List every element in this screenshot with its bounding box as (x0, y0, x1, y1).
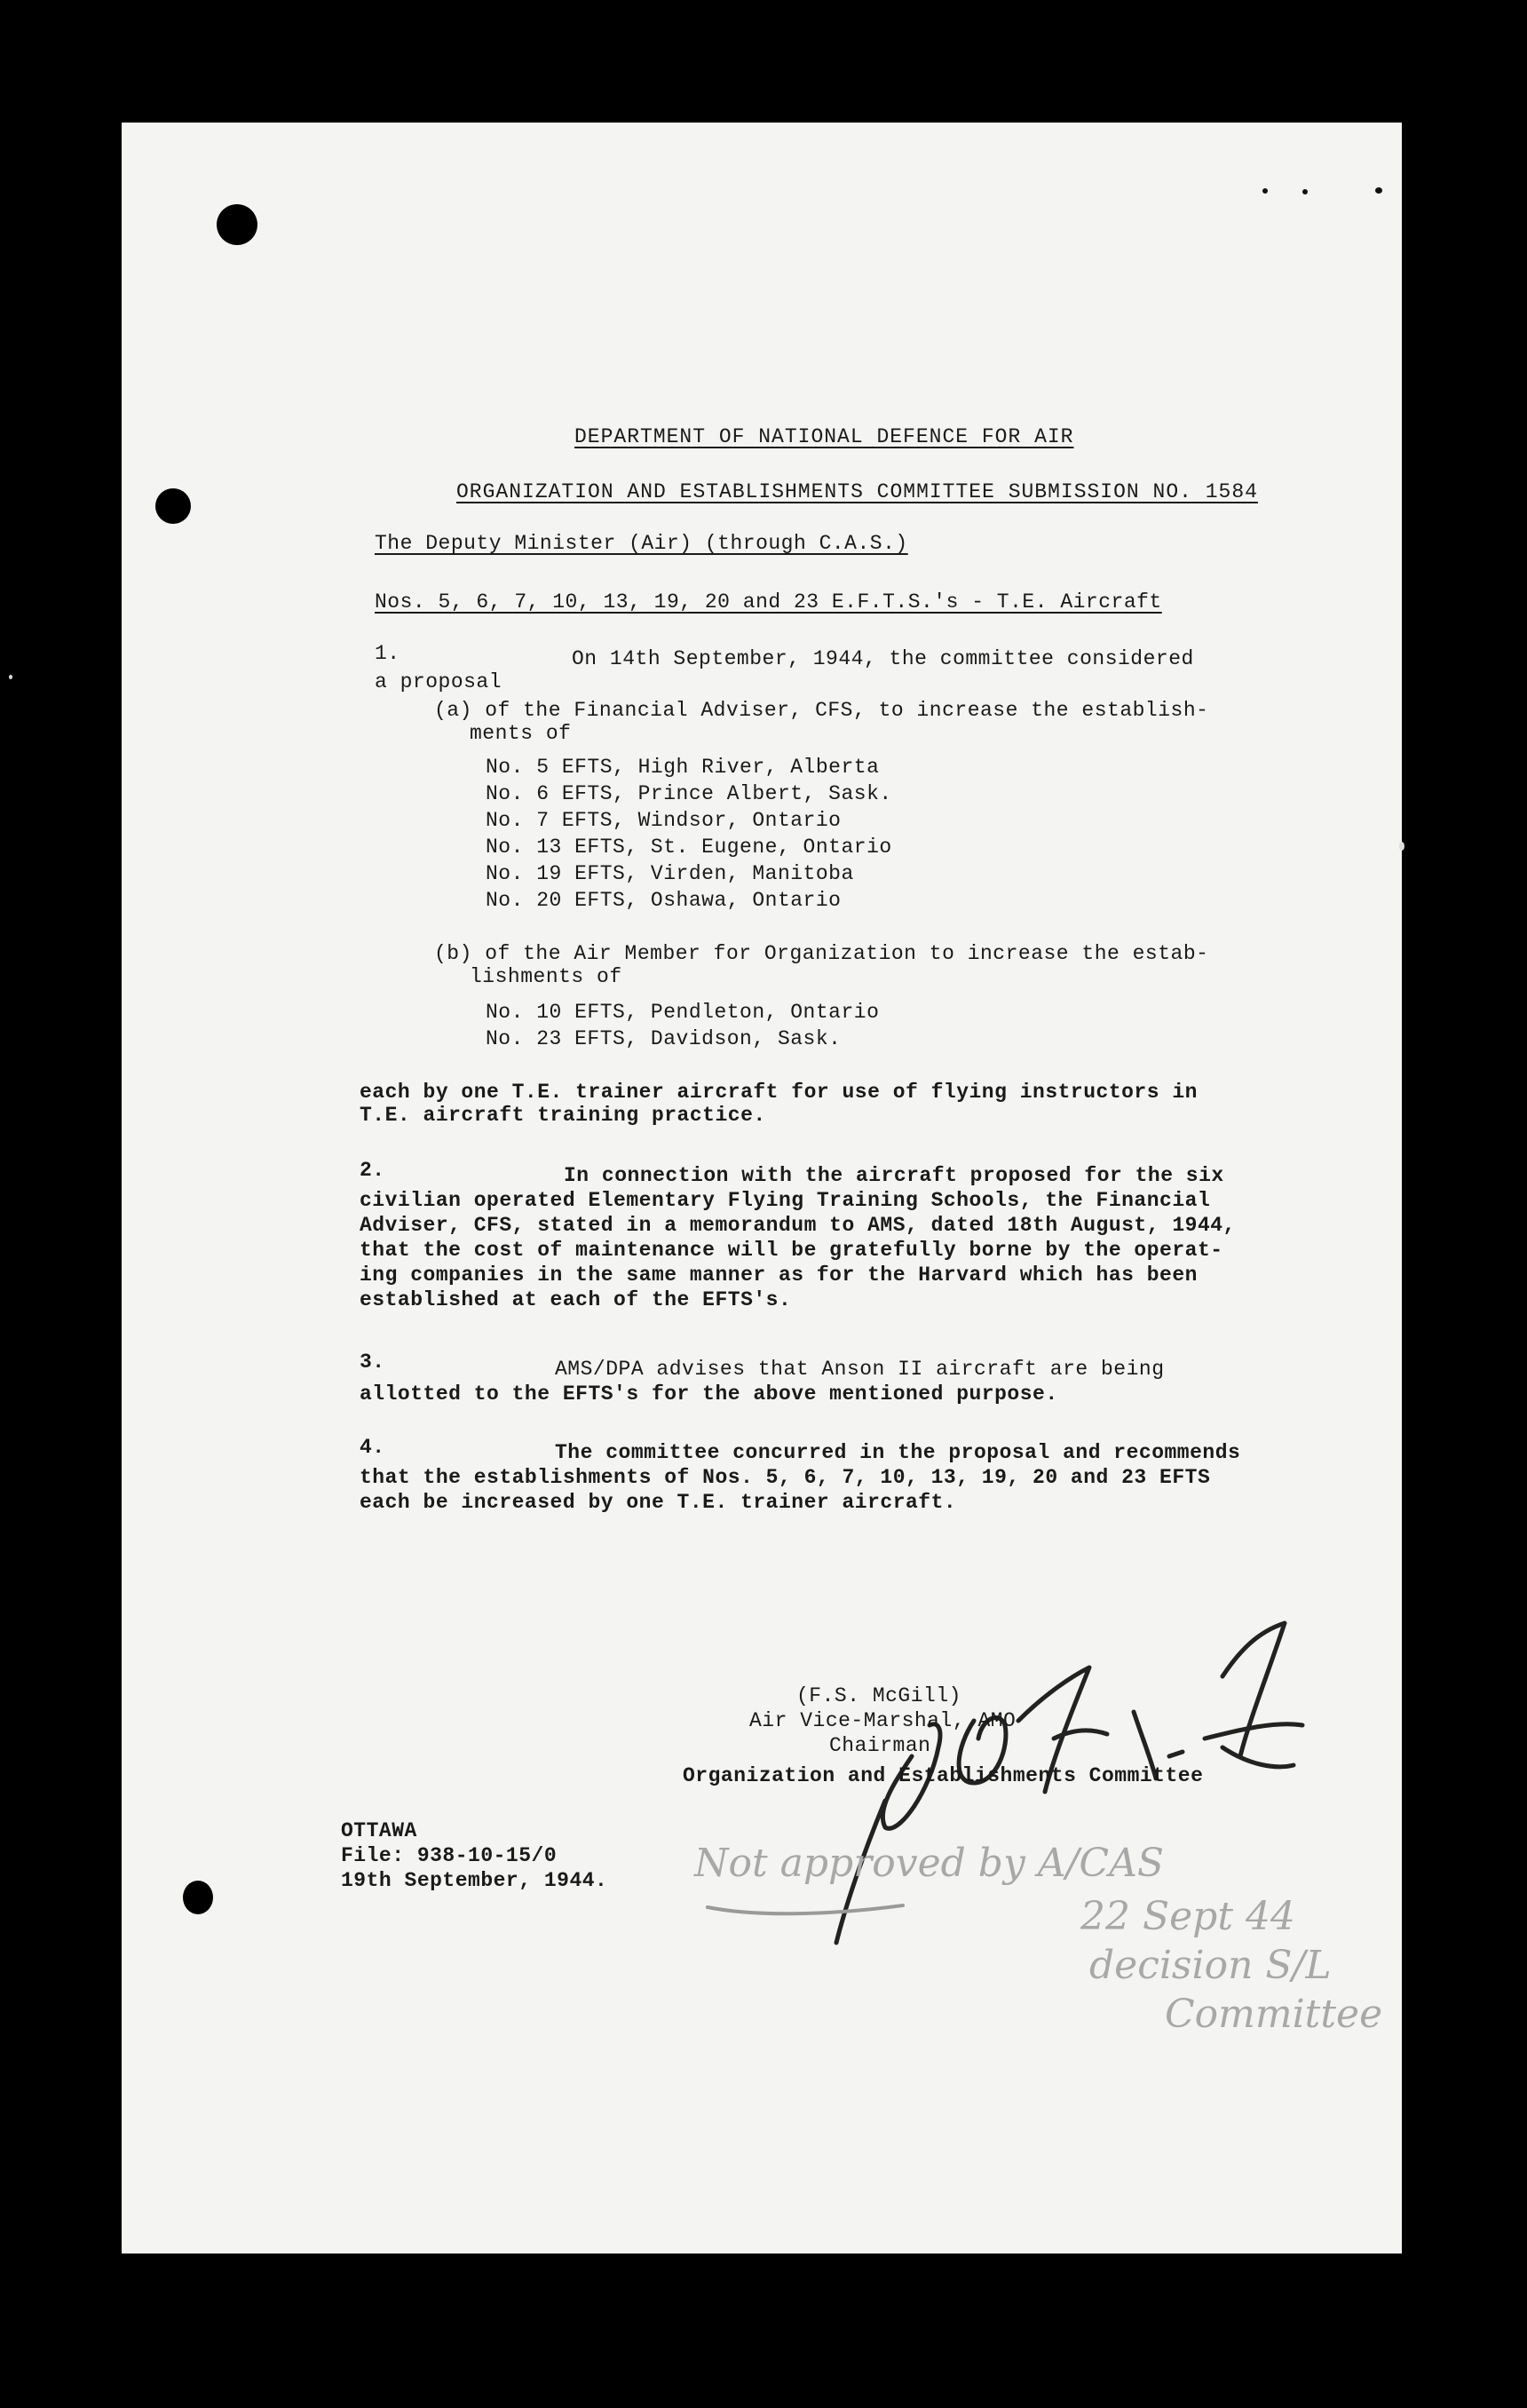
school-item: No. 7 EFTS, Windsor, Ontario (486, 809, 842, 832)
para1-intro-cont: a proposal (375, 670, 502, 693)
handwritten-note-line3: decision S/L (1089, 1943, 1332, 1988)
subject-line: Nos. 5, 6, 7, 10, 13, 19, 20 and 23 E.F.T.S.'s - T.E. Aircraft (375, 590, 1162, 614)
handwritten-note-line2: 22 Sept 44 (1080, 1894, 1295, 1939)
footer-place: OTTAWA (341, 1819, 417, 1842)
para2-line: civilian operated Elementary Flying Training Schools, the Financial (360, 1189, 1211, 1212)
para2-line: ing companies in the same manner as for the Harvard which has been (360, 1263, 1198, 1287)
para1-number: 1. (375, 642, 400, 665)
submission-heading: ORGANIZATION AND ESTABLISHMENTS COMMITTEE SUBMISSION NO. 1584 (456, 480, 1258, 503)
school-item: No. 10 EFTS, Pendleton, Ontario (486, 1001, 880, 1024)
para1-intro: On 14th September, 1944, the committee considered (572, 647, 1194, 670)
handwritten-note-line4: Committee (1165, 1992, 1383, 2037)
para4-line: that the establishments of Nos. 5, 6, 7, 10, 13, 19, 20 and 23 EFTS (360, 1466, 1211, 1489)
para2-line: Adviser, CFS, stated in a memorandum to AMS, dated 18th August, 1944, (360, 1214, 1236, 1237)
para2-number: 2. (360, 1159, 385, 1182)
para4-line: each be increased by one T.E. trainer aircraft. (360, 1491, 957, 1514)
para4-number: 4. (360, 1436, 385, 1459)
para1-b-line1: (b) of the Air Member for Organization to increase the estab- (434, 942, 1209, 965)
school-item: No. 19 EFTS, Virden, Manitoba (486, 862, 854, 885)
para4-line: The committee concurred in the proposal and recommends (555, 1441, 1241, 1464)
school-item: No. 6 EFTS, Prince Albert, Sask. (486, 782, 892, 805)
para1-b-line2: lishments of (470, 965, 622, 988)
signatory-name: (F.S. McGill) (796, 1684, 961, 1707)
para2-line: that the cost of maintenance will be gratefully borne by the operat- (360, 1239, 1223, 1262)
para3-line: allotted to the EFTS's for the above mentioned purpose. (360, 1382, 1058, 1406)
punch-hole-top (217, 204, 257, 245)
edge-speck (9, 675, 12, 679)
signatory-committee: Organization and Establishments Committee (683, 1764, 1204, 1787)
signatory-rank: Air Vice-Marshal, AMO (749, 1709, 1017, 1732)
handwritten-underline (699, 1889, 912, 1925)
school-item: No. 13 EFTS, St. Eugene, Ontario (486, 836, 892, 859)
handwritten-note-line1: Not approved by A/CAS (694, 1841, 1164, 1886)
para1-closing-line2: T.E. aircraft training practice. (360, 1104, 766, 1127)
footer-file: File: 938-10-15/0 (341, 1844, 558, 1867)
school-item: No. 23 EFTS, Davidson, Sask. (486, 1027, 842, 1050)
school-item: No. 20 EFTS, Oshawa, Ontario (486, 889, 842, 912)
footer-date: 19th September, 1944. (341, 1869, 608, 1892)
speck-mark (1302, 189, 1308, 194)
edge-speck (1399, 842, 1404, 851)
para2-line: established at each of the EFTS's. (360, 1288, 792, 1311)
speck-mark (1375, 187, 1382, 194)
para1-a-line2: ments of (470, 722, 572, 745)
document-page (122, 123, 1402, 2254)
punch-hole-bottom (183, 1881, 213, 1914)
para3-line: AMS/DPA advises that Anson II aircraft are being (555, 1358, 1165, 1381)
signatory-role: Chairman (829, 1734, 931, 1757)
para2-line: In connection with the aircraft proposed for the six (564, 1164, 1224, 1187)
addressee-line: The Deputy Minister (Air) (through C.A.S.) (375, 532, 908, 555)
para1-a-line1: (a) of the Financial Adviser, CFS, to increase the establish- (434, 699, 1209, 722)
speck-mark (1262, 188, 1268, 194)
punch-hole-middle (155, 488, 191, 524)
department-heading: DEPARTMENT OF NATIONAL DEFENCE FOR AIR (574, 425, 1074, 448)
school-item: No. 5 EFTS, High River, Alberta (486, 756, 880, 779)
para1-closing-line1: each by one T.E. trainer aircraft for use of flying instructors in (360, 1081, 1198, 1104)
para3-number: 3. (360, 1351, 385, 1374)
